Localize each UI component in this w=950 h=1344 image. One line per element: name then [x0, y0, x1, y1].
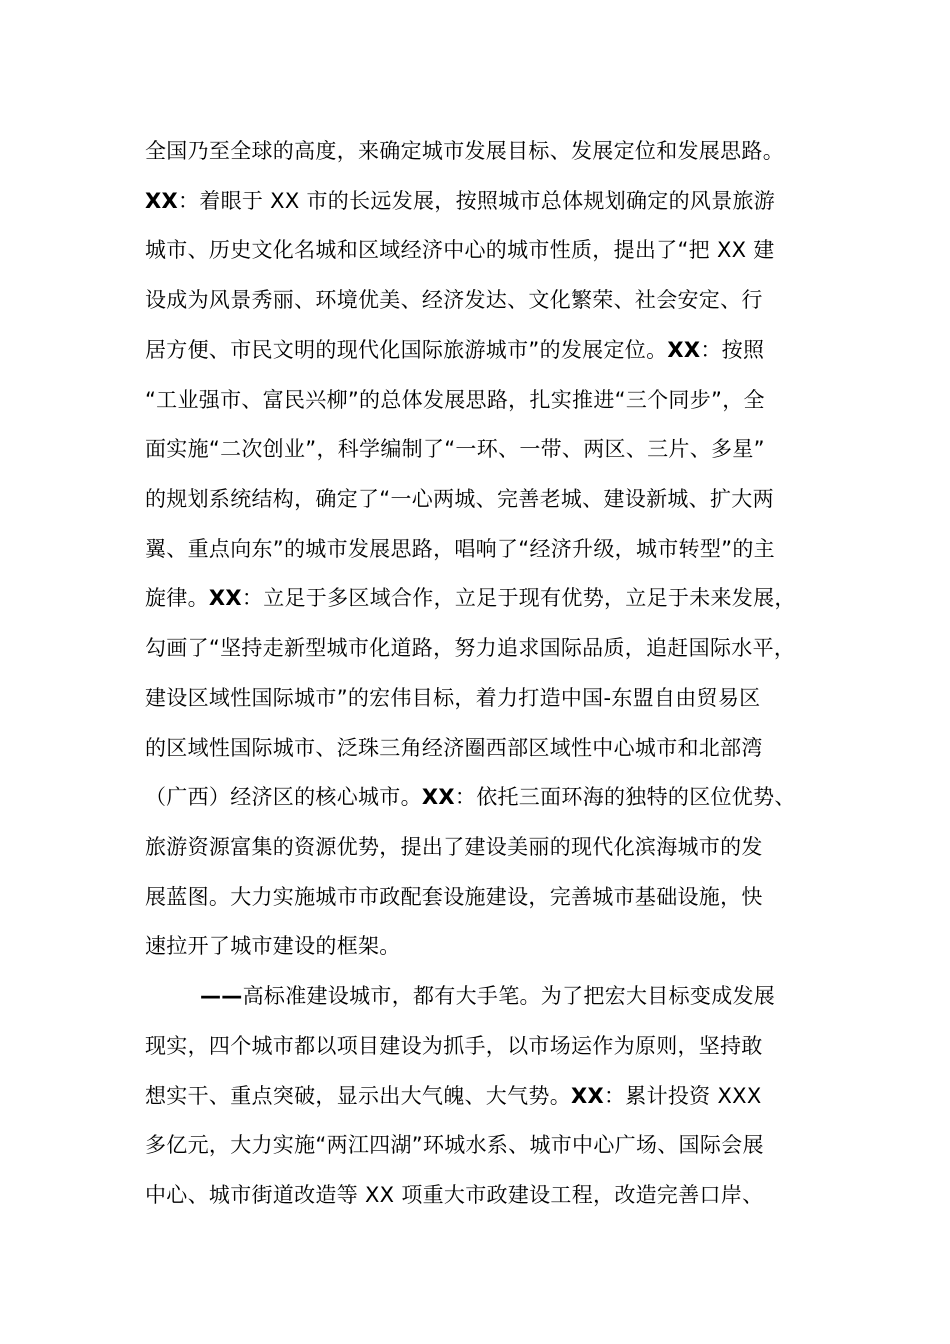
text-line: ——高标准建设城市，都有大手笔。为了把宏大目标变成发展: [200, 984, 776, 1008]
text-line: （广西）经济区的核心城市。XX：依托三面环海的独特的区位优势、: [145, 785, 796, 809]
text-line: 建设区域性国际城市”的宏伟目标，着力打造中国-东盟自由贸易区: [145, 686, 761, 710]
text-line: 的区域性国际城市、泛珠三角经济圈西部区域性中心城市和北部湾: [145, 736, 763, 760]
text-line: 现实，四个城市都以项目建设为抓手，以市场运作为原则，坚持敢: [145, 1034, 763, 1058]
text-line: 旅游资源富集的资源优势，提出了建设美丽的现代化滨海城市的发: [145, 835, 763, 859]
text-line: 展蓝图。大力实施城市市政配套设施建设，完善城市基础设施，快: [145, 885, 763, 909]
text-line: 中心、城市街道改造等 XX 项重大市政建设工程，改造完善口岸、: [145, 1183, 764, 1207]
text-line: 城市、历史文化名城和区域经济中心的城市性质，提出了“把 XX 建: [145, 238, 775, 262]
text-line: 勾画了“坚持走新型城市化道路，努力追求国际品质，追赶国际水平，: [145, 636, 796, 660]
text-line: 想实干、重点突破，显示出大气魄、大气势。XX：累计投资 XXX: [145, 1084, 762, 1108]
text-line: 速拉开了城市建设的框架。: [145, 934, 401, 958]
text-line: XX：着眼于 XX 市的长远发展，按照城市总体规划确定的风景旅游: [145, 189, 776, 213]
text-line: 旋律。XX：立足于多区域合作，立足于现有优势，立足于未来发展，: [145, 586, 796, 610]
text-line: 面实施“二次创业”，科学编制了“一环、一带、两区、三片、多星”: [145, 437, 765, 461]
text-line: 的规划系统结构，确定了“一心两城、完善老城、建设新城、扩大两: [145, 487, 774, 511]
text-line: 全国乃至全球的高度，来确定城市发展目标、发展定位和发展思路。: [145, 139, 784, 163]
text-line: 翼、重点向东”的城市发展思路，唱响了“经济升级，城市转型”的主: [145, 537, 775, 561]
text-line: 多亿元，大力实施“两江四湖”环城水系、城市中心广场、国际会展: [145, 1133, 764, 1157]
text-line: “工业强市、富民兴柳”的总体发展思路，扎实推进“三个同步”，全: [145, 388, 765, 412]
text-line: 设成为风景秀丽、环境优美、经济发达、文化繁荣、社会安定、行: [145, 288, 763, 312]
text-line: 居方便、市民文明的现代化国际旅游城市”的发展定位。XX：按照: [145, 338, 765, 362]
